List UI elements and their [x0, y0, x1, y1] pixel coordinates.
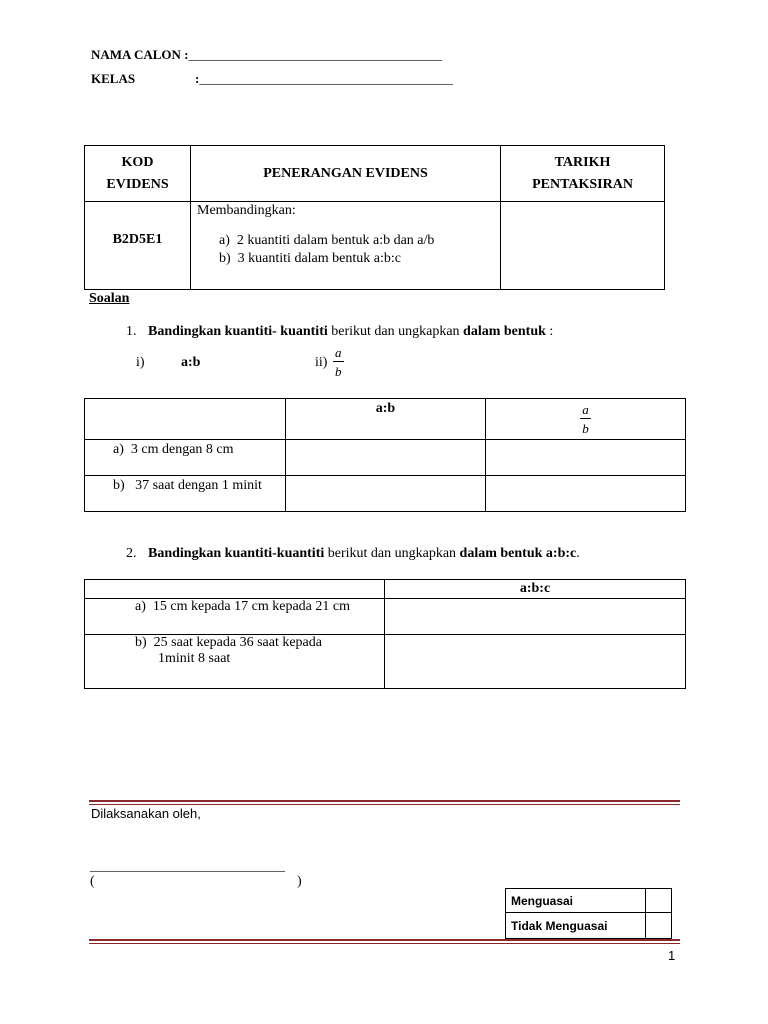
- q2-row-b-answer-cell[interactable]: [385, 635, 686, 689]
- footer-bottom-divider: [89, 939, 680, 944]
- name-paren-open: (: [90, 874, 95, 889]
- not-mastery-label: Tidak Menguasai: [506, 913, 646, 939]
- header-tarikh-pentaksiran: TARIKH PENTAKSIRAN: [501, 146, 665, 202]
- header-penerangan-evidens: PENERANGAN EVIDENS: [191, 146, 501, 202]
- q1-row-b-label: b) 37 saat dengan 1 minit: [85, 476, 286, 512]
- q1-row-a-label: a) 3 cm dengan 8 cm: [85, 440, 286, 476]
- question-1-table: [84, 398, 686, 512]
- mastery-label: Menguasai: [506, 889, 646, 913]
- class-label: KELAS: [91, 71, 136, 86]
- not-mastery-checkbox[interactable]: [646, 913, 672, 939]
- name-paren-close: ): [297, 874, 302, 889]
- candidate-name-label: NAMA CALON :: [91, 47, 189, 62]
- q1-header-fraction: $\frac{a}{b}$: [486, 399, 686, 440]
- evidence-table: [84, 145, 665, 290]
- description-title: Membandingkan:: [197, 203, 296, 218]
- footer-top-divider: [89, 800, 680, 805]
- question-1: 1. Bandingkan kuantiti- kuantiti berikut dan ungkapkan dalam bentuk :: [126, 324, 554, 339]
- class-row: [91, 71, 453, 87]
- class-field: [195, 71, 453, 87]
- q2-row-b-label: b) 25 saat kepada 36 saat kepada 1minit 8 saat: [85, 635, 385, 689]
- option-ii-marker: ii): [315, 355, 328, 370]
- page-number: 1: [668, 948, 676, 963]
- signature-line: ______________________________: [90, 858, 285, 873]
- question-2: 2. Bandingkan kuantiti-kuantiti berikut dan ungkapkan dalam bentuk a:b:c.: [126, 546, 580, 561]
- q1-row-a-ab-cell[interactable]: [286, 440, 486, 476]
- q2-table-corner: [85, 580, 385, 599]
- description-item-a: a) 2 kuantiti dalam bentuk a:b dan a/b: [219, 233, 435, 248]
- q2-row-a-label: a) 15 cm kepada 17 cm kepada 21 cm: [85, 599, 385, 635]
- class-line: _______________________________________: [199, 71, 453, 86]
- question-2-table: [84, 579, 686, 689]
- q2-header-abc: a:b:c: [385, 580, 686, 599]
- evidence-description: [191, 202, 501, 290]
- q1-row-b-fraction-cell[interactable]: [486, 476, 686, 512]
- q1-table-corner: [85, 399, 286, 440]
- question-1-number: 1.: [126, 324, 137, 339]
- question-2-number: 2.: [126, 546, 137, 561]
- class-colon: :: [195, 71, 200, 86]
- section-heading-soalan: Soalan: [89, 291, 130, 306]
- executed-by-label: Dilaksanakan oleh,: [91, 806, 201, 821]
- q1-header-ab: a:b: [286, 399, 486, 440]
- q2-row-a-answer-cell[interactable]: [385, 599, 686, 635]
- candidate-name-line: _______________________________________: [188, 47, 442, 62]
- assessment-date-cell: [501, 202, 665, 290]
- q1-row-b-ab-cell[interactable]: [286, 476, 486, 512]
- header-kod-evidens: KOD EVIDENS: [85, 146, 191, 202]
- option-ii-fraction: $\frac{a}{b}$: [335, 345, 342, 379]
- option-i-value: a:b: [181, 355, 201, 370]
- mastery-table: [505, 888, 672, 939]
- candidate-name-row: [91, 47, 442, 63]
- description-item-b: b) 3 kuantiti dalam bentuk a:b:c: [219, 251, 401, 266]
- evidence-code: B2D5E1: [85, 202, 191, 290]
- option-i-marker: i): [136, 355, 145, 370]
- mastery-checkbox[interactable]: [646, 889, 672, 913]
- q1-row-a-fraction-cell[interactable]: [486, 440, 686, 476]
